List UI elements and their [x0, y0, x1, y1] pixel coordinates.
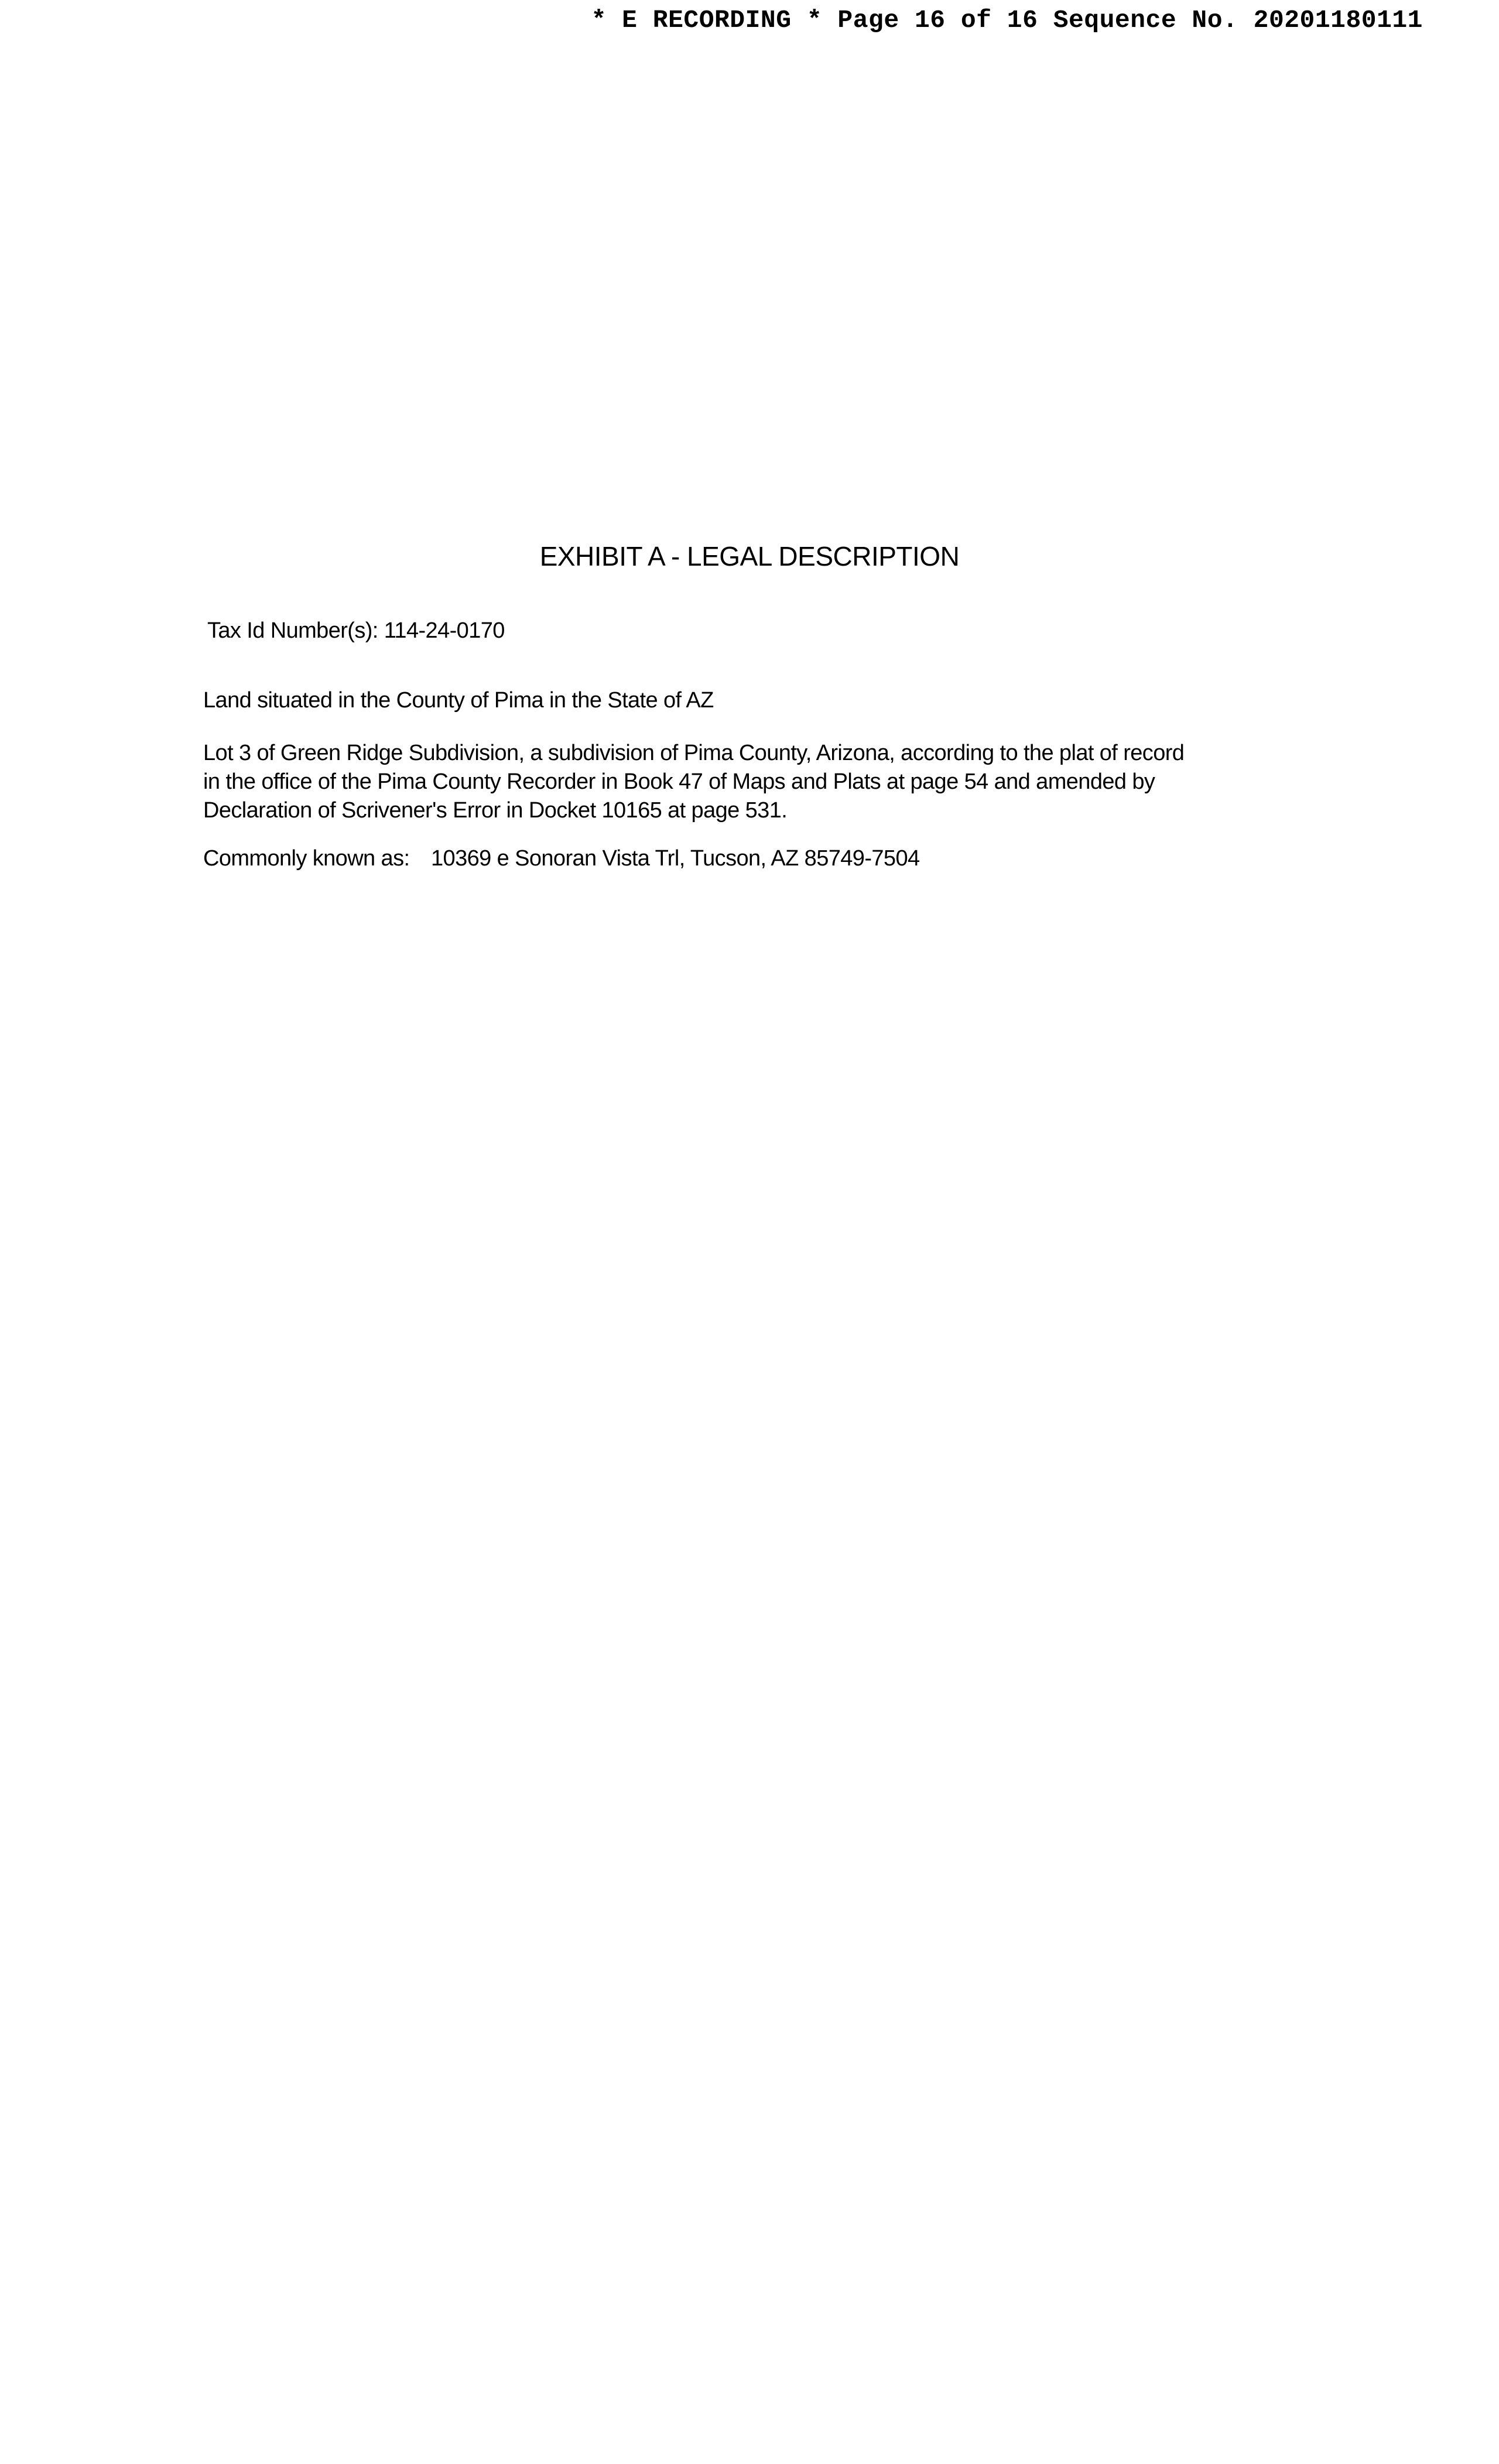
exhibit-title: EXHIBIT A - LEGAL DESCRIPTION — [539, 541, 960, 571]
commonly-known-address: 10369 e Sonoran Vista Trl, Tucson, AZ 85749-7504 — [431, 846, 920, 871]
legal-description-line: Declaration of Scrivener's Error in Docket 10165 at page 531. — [203, 798, 788, 823]
recording-header: * E RECORDING * Page 16 of 16 Sequence No. 20201180111 — [591, 6, 1423, 35]
commonly-known-label: Commonly known as: — [203, 846, 410, 871]
legal-description-line: Lot 3 of Green Ridge Subdivision, a subdivision of Pima County, Arizona, according to the plat of record — [203, 741, 1185, 765]
commonly-known-line — [203, 846, 920, 871]
legal-description — [203, 739, 1184, 825]
tax-id-line: Tax Id Number(s): 114-24-0170 — [207, 618, 505, 643]
legal-description-line: in the office of the Pima County Recorder in Book 47 of Maps and Plats at page 54 and amended by — [203, 769, 1155, 794]
land-situated-line: Land situated in the County of Pima in the State of AZ — [203, 688, 714, 713]
